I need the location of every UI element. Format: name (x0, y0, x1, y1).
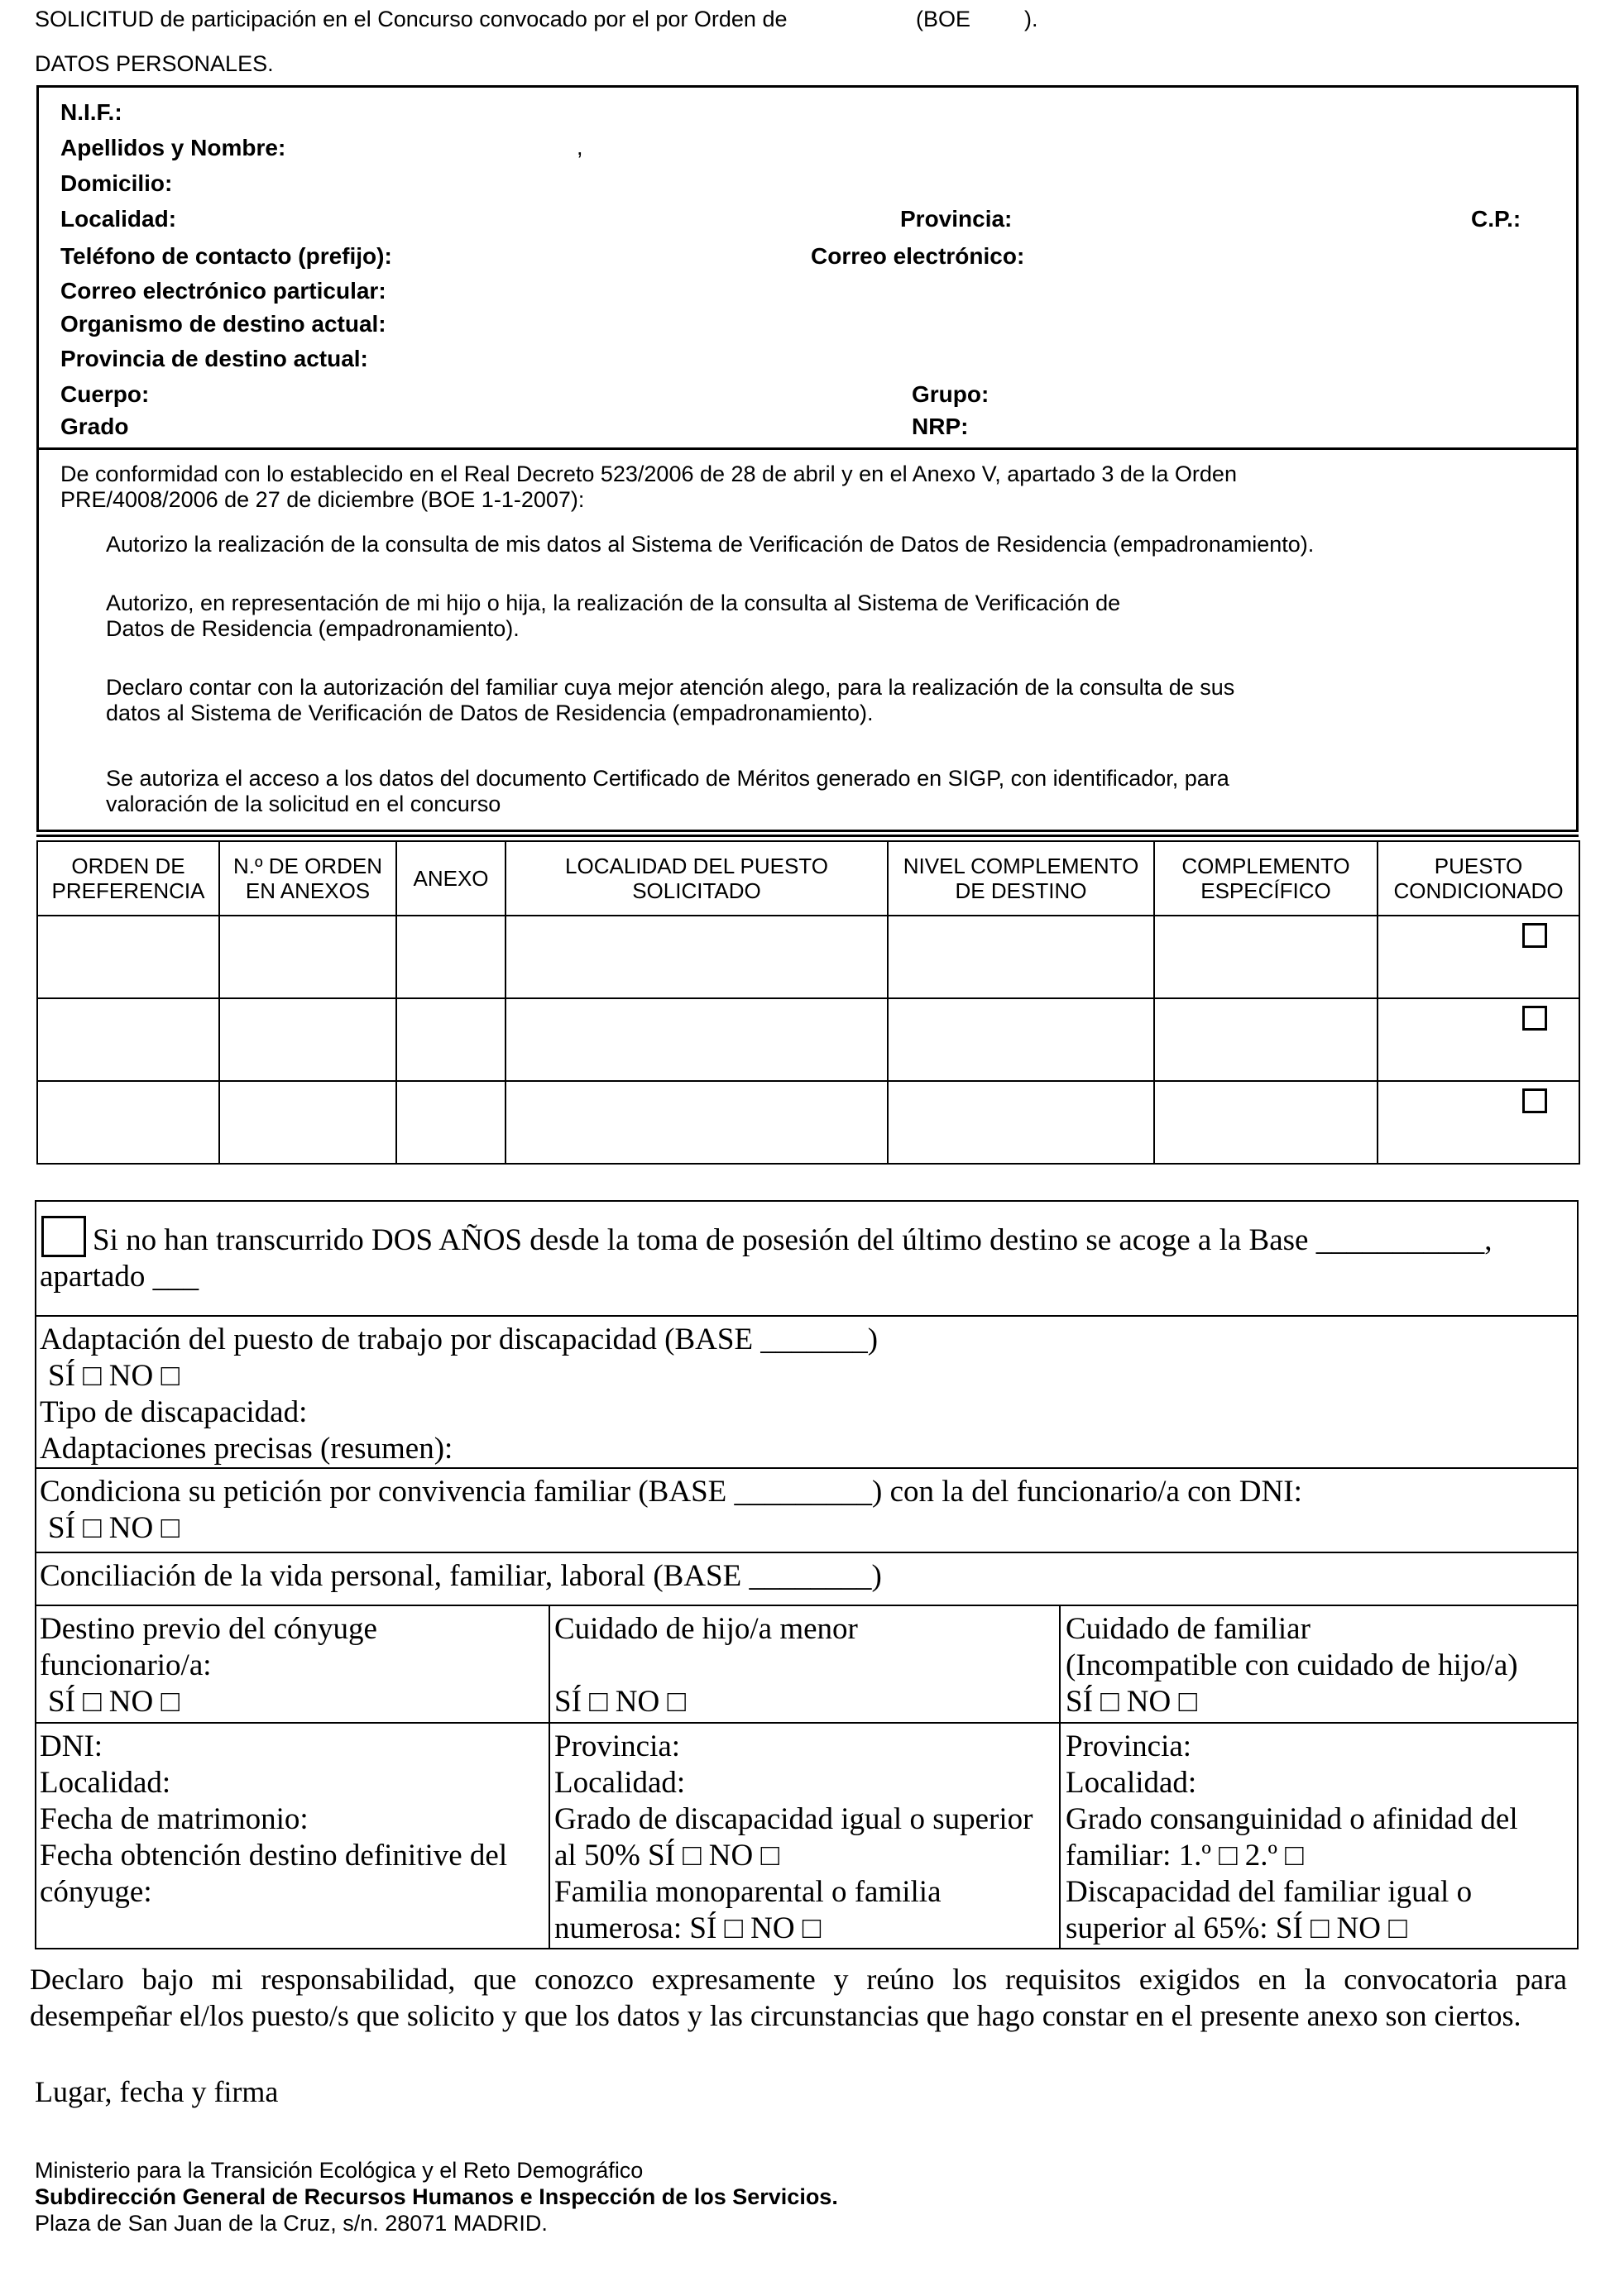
footer-address: Plaza de San Juan de la Cruz, s/n. 28071 MADRID. (35, 2211, 548, 2236)
double-rule (36, 835, 1579, 837)
cell-nivel[interactable] (888, 1081, 1154, 1164)
consent-child-1: Autorizo, en representación de mi hijo o hija, la realización de la consulta al Sistema de Verificación de (106, 591, 1121, 615)
hijo-familia-2[interactable]: numerosa: SÍ □ NO □ (554, 1911, 822, 1945)
organismo-label: Organismo de destino actual: (60, 311, 386, 337)
table-header-row (37, 841, 1579, 916)
conyuge-fecha-destino-2: cónyuge: (40, 1875, 152, 1909)
nrp-label: NRP: (912, 414, 969, 439)
conyuge-fecha-destino-1: Fecha obtención destino definitive del (40, 1839, 508, 1873)
cell-condicionado (1378, 998, 1579, 1081)
cuerpo-label: Cuerpo: (60, 381, 150, 407)
hijo-familia-1: Familia monoparental o familia (554, 1875, 942, 1909)
divider (35, 1722, 1579, 1724)
hijo-localidad: Localidad: (554, 1766, 686, 1800)
dos-anos-apartado: apartado ___ (40, 1260, 199, 1294)
cell-anexo[interactable] (396, 1081, 506, 1164)
header-complemento-especifico: COMPLEMENTO ESPECÍFICO (1154, 841, 1378, 916)
boe-open: (BOE (916, 7, 971, 31)
cell-numero[interactable] (219, 1081, 396, 1164)
provincia-destino-label: Provincia de destino actual: (60, 346, 368, 371)
familiar-discapacidad-1: Discapacidad del familiar igual o (1066, 1875, 1473, 1909)
declaration-line-2: desempeñar el/los puesto/s que solicito y que los datos y las circunstancias que hago constar en el presente anexo son ciertos. (30, 1999, 1521, 2032)
tipo-discapacidad: Tipo de discapacidad: (40, 1395, 308, 1429)
cell-especifico[interactable] (1154, 998, 1378, 1081)
header-nivel-complemento: NIVEL COMPLEMENTO DE DESTINO (888, 841, 1154, 916)
consent-family-1: Declaro contar con la autorización del familiar cuya mejor atención alego, para la realización de la consulta de sus (106, 675, 1235, 700)
consent-residence: Autorizo la realización de la consulta de mis datos al Sistema de Verificación de Datos de Residencia (empadronamiento). (106, 532, 1315, 557)
cell-orden[interactable] (37, 998, 219, 1081)
consent-sigp-2: valoración de la solicitud en el concurso (106, 792, 501, 816)
declaration-line-1: Declaro bajo mi responsabilidad, que conozco expresamente y reúno los requisitos exigidos en la convocatoria para (30, 1963, 1567, 1996)
cell-orden[interactable] (37, 916, 219, 998)
provincia-label: Provincia: (900, 206, 1013, 232)
adaptacion-si-no[interactable]: SÍ □ NO □ (48, 1359, 180, 1393)
conciliacion-text: Conciliación de la vida personal, familiar, laboral (BASE ________) (40, 1559, 882, 1593)
divider (1059, 1605, 1061, 1949)
familiar-provincia: Provincia: (1066, 1729, 1192, 1763)
footer-ministry: Ministerio para la Transición Ecológica y el Reto Demográfico (35, 2158, 644, 2183)
positions-table (36, 840, 1580, 1165)
divider (35, 1315, 1579, 1317)
familiar-grado-2[interactable]: familiar: 1.º □ 2.º □ (1066, 1839, 1304, 1873)
hijo-si-no[interactable]: SÍ □ NO □ (554, 1685, 686, 1719)
nif-label: N.I.F.: (60, 99, 122, 125)
cell-especifico[interactable] (1154, 1081, 1378, 1164)
hijo-discapacidad-2[interactable]: al 50% SÍ □ NO □ (554, 1839, 779, 1873)
cell-especifico[interactable] (1154, 916, 1378, 998)
cell-anexo[interactable] (396, 998, 506, 1081)
familiar-grado-1: Grado consanguinidad o afinidad del (1066, 1802, 1518, 1836)
cell-localidad[interactable] (506, 916, 888, 998)
conyuge-localidad: Localidad: (40, 1766, 171, 1800)
familiar-localidad: Localidad: (1066, 1766, 1197, 1800)
cell-condicionado (1378, 916, 1579, 998)
telefono-label: Teléfono de contacto (prefijo): (60, 243, 392, 269)
conyuge-title-1: Destino previo del cónyuge (40, 1612, 377, 1646)
cell-orden[interactable] (37, 1081, 219, 1164)
dos-anos-checkbox[interactable] (41, 1216, 86, 1257)
conyuge-si-no[interactable]: SÍ □ NO □ (48, 1685, 180, 1719)
consent-intro: De conformidad con lo establecido en el Real Decreto 523/2006 de 28 de abril y en el Anexo V, apartado 3 de la Orden PRE/4008/2006 de 27 de diciembre (BOE 1-1-2007): (60, 462, 1237, 512)
table-row (37, 916, 1579, 998)
condicionado-checkbox[interactable] (1522, 923, 1547, 948)
cell-condicionado (1378, 1081, 1579, 1164)
localidad-label: Localidad: (60, 206, 177, 232)
cell-localidad[interactable] (506, 998, 888, 1081)
domicilio-label: Domicilio: (60, 170, 173, 196)
conyuge-dni: DNI: (40, 1729, 103, 1763)
header-orden-preferencia: ORDEN DE PREFERENCIA (37, 841, 219, 916)
name-comma: , (577, 135, 583, 160)
table-row (37, 998, 1579, 1081)
header-puesto-condicionado: PUESTO CONDICIONADO (1378, 841, 1579, 916)
hijo-title: Cuidado de hijo/a menor (554, 1612, 858, 1646)
header-localidad: LOCALIDAD DEL PUESTO SOLICITADO (506, 841, 888, 916)
condicionado-checkbox[interactable] (1522, 1088, 1547, 1113)
cell-nivel[interactable] (888, 998, 1154, 1081)
familiar-title-2: (Incompatible con cuidado de hijo/a) (1066, 1648, 1518, 1682)
boe-close: ). (1024, 7, 1038, 31)
divider (35, 1552, 1579, 1553)
cp-label: C.P.: (1471, 206, 1521, 232)
consent-child-2: Datos de Residencia (empadronamiento). (106, 616, 520, 641)
hijo-discapacidad-1: Grado de discapacidad igual o superior (554, 1802, 1033, 1836)
familiar-si-no[interactable]: SÍ □ NO □ (1066, 1685, 1197, 1719)
divider (35, 1467, 1579, 1469)
hijo-provincia: Provincia: (554, 1729, 681, 1763)
divider (35, 1605, 1579, 1606)
divider (36, 447, 1579, 450)
conyuge-title-2: funcionario/a: (40, 1648, 212, 1682)
signature-label: Lugar, fecha y firma (35, 2075, 279, 2108)
condiciona-si-no[interactable]: SÍ □ NO □ (48, 1511, 180, 1545)
cell-numero[interactable] (219, 998, 396, 1081)
condiciona-text: Condiciona su petición por convivencia familiar (BASE _________) con la del funcionario/a con DNI: (40, 1475, 1302, 1509)
cell-numero[interactable] (219, 916, 396, 998)
header-anexo: ANEXO (396, 841, 506, 916)
grado-label: Grado (60, 414, 129, 439)
cell-localidad[interactable] (506, 1081, 888, 1164)
correo-particular-label: Correo electrónico particular: (60, 278, 386, 304)
familiar-title-1: Cuidado de familiar (1066, 1612, 1311, 1646)
divider (549, 1605, 550, 1949)
cell-nivel[interactable] (888, 916, 1154, 998)
consent-family-2: datos al Sistema de Verificación de Datos de Residencia (empadronamiento). (106, 701, 874, 725)
header-numero-orden: N.º DE ORDEN EN ANEXOS (219, 841, 396, 916)
adaptaciones-precisas: Adaptaciones precisas (resumen): (40, 1432, 453, 1466)
footer-subdirection: Subdirección General de Recursos Humanos e Inspección de los Servicios. (35, 2184, 838, 2209)
condicionado-checkbox[interactable] (1522, 1006, 1547, 1031)
cell-anexo[interactable] (396, 916, 506, 998)
consent-sigp-1: Se autoriza el acceso a los datos del documento Certificado de Méritos generado en SIGP, con identificador, para (106, 766, 1229, 791)
form-title: SOLICITUD de participación en el Concurso convocado por el por Orden de (35, 7, 788, 31)
adaptacion-text: Adaptación del puesto de trabajo por discapacidad (BASE _______) (40, 1323, 879, 1356)
conyuge-fecha-matrimonio: Fecha de matrimonio: (40, 1802, 309, 1836)
correo-label: Correo electrónico: (811, 243, 1025, 269)
familiar-discapacidad-2[interactable]: superior al 65%: SÍ □ NO □ (1066, 1911, 1407, 1945)
dos-anos-text: Si no han transcurrido DOS AÑOS desde la toma de posesión del último destino se acoge a la Base ___________, (93, 1223, 1493, 1257)
name-label: Apellidos y Nombre: (60, 135, 286, 160)
grupo-label: Grupo: (912, 381, 989, 407)
section-title: DATOS PERSONALES. (35, 51, 274, 76)
table-row (37, 1081, 1579, 1164)
